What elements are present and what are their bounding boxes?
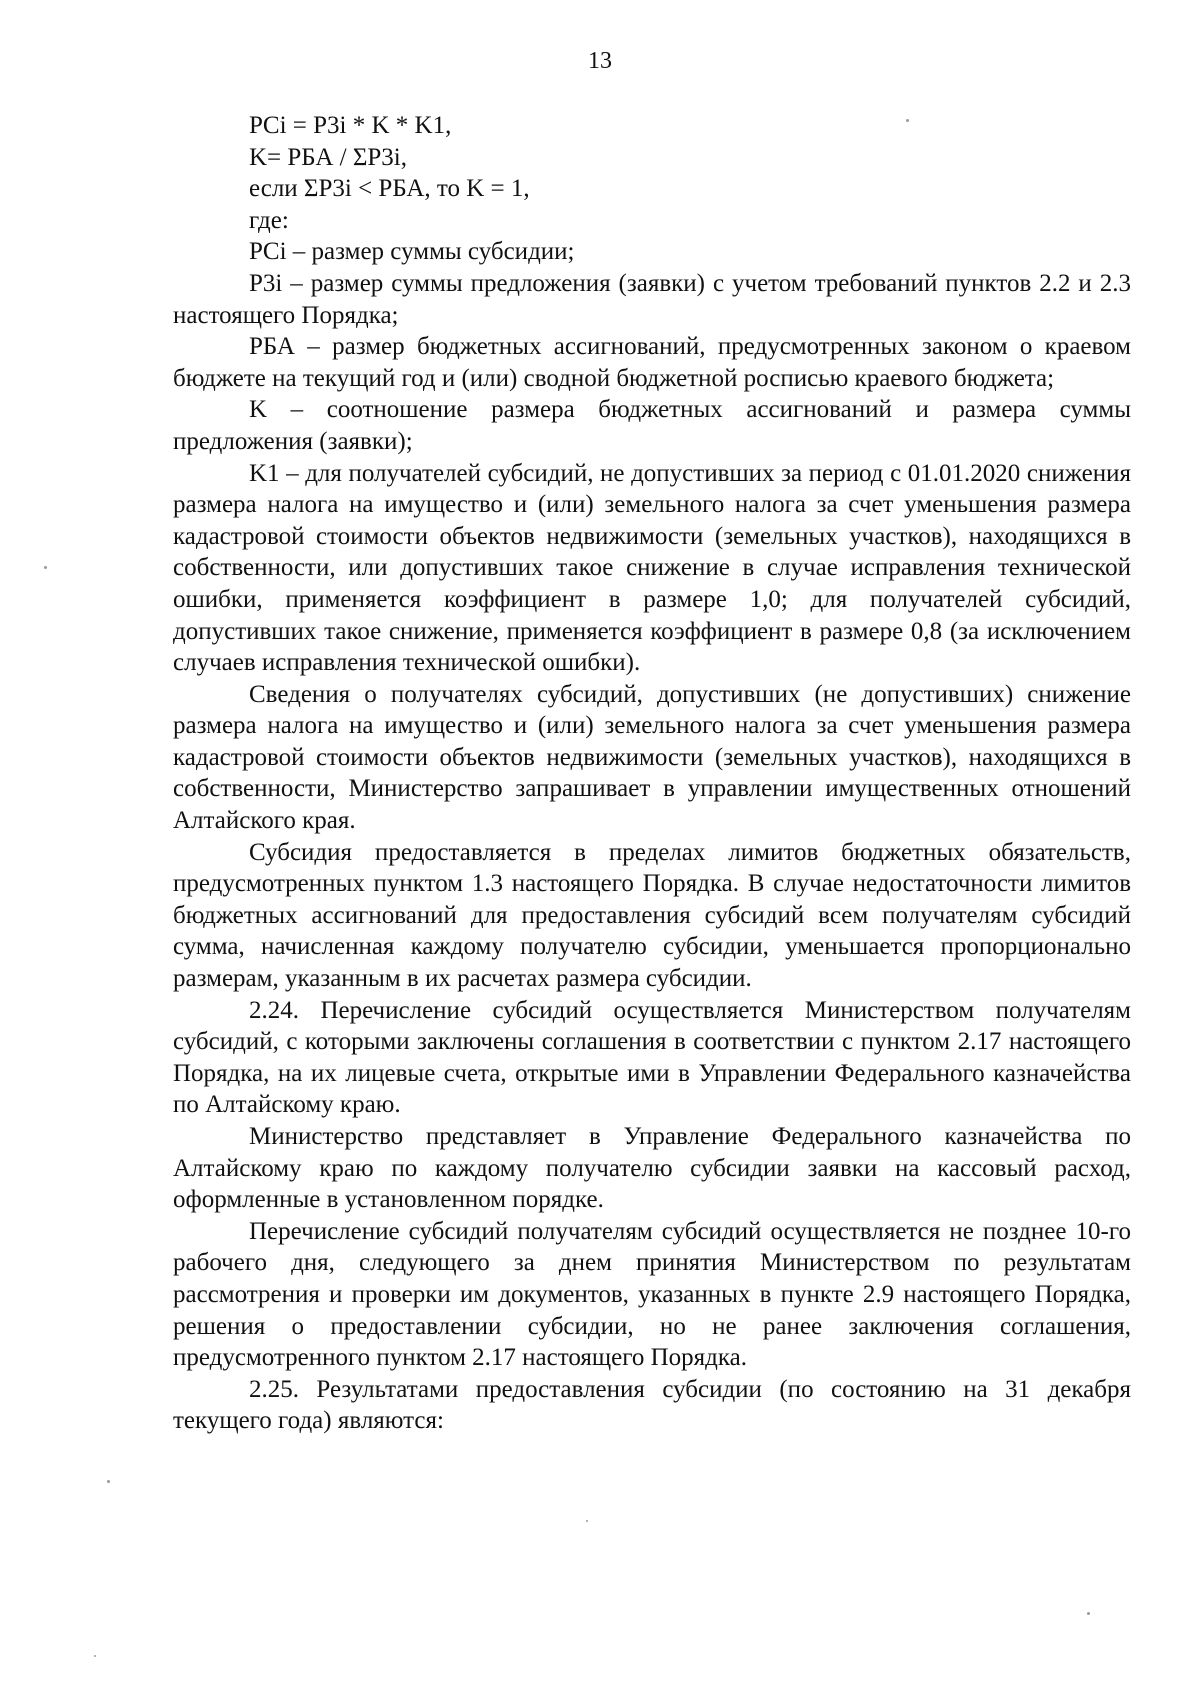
scan-speck xyxy=(107,1480,110,1483)
formula-where: где: xyxy=(249,206,289,234)
definition-k: K – соотношение размера бюджетных ассигнований и размера суммы предложения (заявки); xyxy=(173,396,1131,455)
formula-subsidy-amount: PCi = P3i * K * K1, xyxy=(249,112,452,139)
paragraph-2-24: 2.24. Перечисление субсидий осуществляется Министерством получателям субсидий, с которыми заключены соглашения в соответствии с пунктом 2.17 настоящего Порядка, на их лицевые счета, открытые ими в Управлении Федерального казначейства по Алтайскому краю. xyxy=(173,996,1131,1119)
paragraph-recipients-info: Сведения о получателях субсидий, допустивших (не допустивших) снижение размера налога на имущество и (или) земельного налога за счет уменьшения размера кадастровой стоимости объектов недвижимости (земельных участков), находящихся в собственности, Министерство запрашивает в управлении имущественных отношений Алтайского края. xyxy=(173,680,1131,835)
scan-speck xyxy=(44,566,47,569)
paragraph-treasury-requests: Министерство представляет в Управление Федерального казначейства по Алтайскому краю по каждому получателю субсидии заявки на кассовый расход, оформленные в установленном порядке. xyxy=(173,1123,1131,1214)
page-body xyxy=(173,110,1131,1437)
scan-speck xyxy=(1087,1612,1090,1615)
formula-coefficient: K= РБА / ΣP3i, xyxy=(249,143,407,171)
paragraph-subsidy-limits: Субсидия предоставляется в пределах лимитов бюджетных обязательств, предусмотренных пунктом 1.3 настоящего Порядка. В случае недостаточности лимитов бюджетных ассигнований для предоставления субсидий всем получателям субсидий сумма, начисленная каждому получателю субсидии, уменьшается пропорционально размерам, указанным в их расчетах размера субсидии. xyxy=(173,838,1131,993)
definition-rba: РБА – размер бюджетных ассигнований, предусмотренных законом о краевом бюджете на текущий год и (или) сводной бюджетной росписью краевого бюджета; xyxy=(173,333,1131,392)
formula-condition: если ΣP3i < РБА, то K = 1, xyxy=(249,175,530,203)
scan-speck xyxy=(586,1520,588,1522)
definition-k1: K1 – для получателей субсидий, не допустивших за период с 01.01.2020 снижения размера налога на имущество и (или) земельного налога за счет уменьшения размера кадастровой стоимости объектов недвижимости (земельных участков), находящихся в собственности, или допустивших такое снижение в случае исправления технической ошибки, применяется коэффициент в размере 1,0; для получателей субсидий, допустивших такое снижение, применяется коэффициент в размере 0,8 (за исключением случаев исправления технической ошибки). xyxy=(173,459,1131,677)
page-number: 13 xyxy=(588,48,612,74)
paragraph-transfer-deadline: Перечисление субсидий получателям субсидий осуществляется не позднее 10-го рабочего дня, следующего за днем принятия Министерством по результатам рассмотрения и проверки им документов, указанных в пункте 2.9 настоящего Порядка, решения о предоставлении субсидии, но не ранее заключения соглашения, предусмотренного пунктом 2.17 настоящего Порядка. xyxy=(173,1217,1131,1372)
definition-p3i: P3i – размер суммы предложения (заявки) с учетом требований пунктов 2.2 и 2.3 настоящего Порядка; xyxy=(173,269,1131,329)
paragraph-2-25: 2.25. Результатами предоставления субсидии (по состоянию на 31 декабря текущего года) являются: xyxy=(173,1375,1131,1435)
scan-speck xyxy=(906,119,909,122)
scan-speck xyxy=(94,1655,96,1657)
definition-pci: PCi – размер суммы субсидии; xyxy=(249,238,575,266)
